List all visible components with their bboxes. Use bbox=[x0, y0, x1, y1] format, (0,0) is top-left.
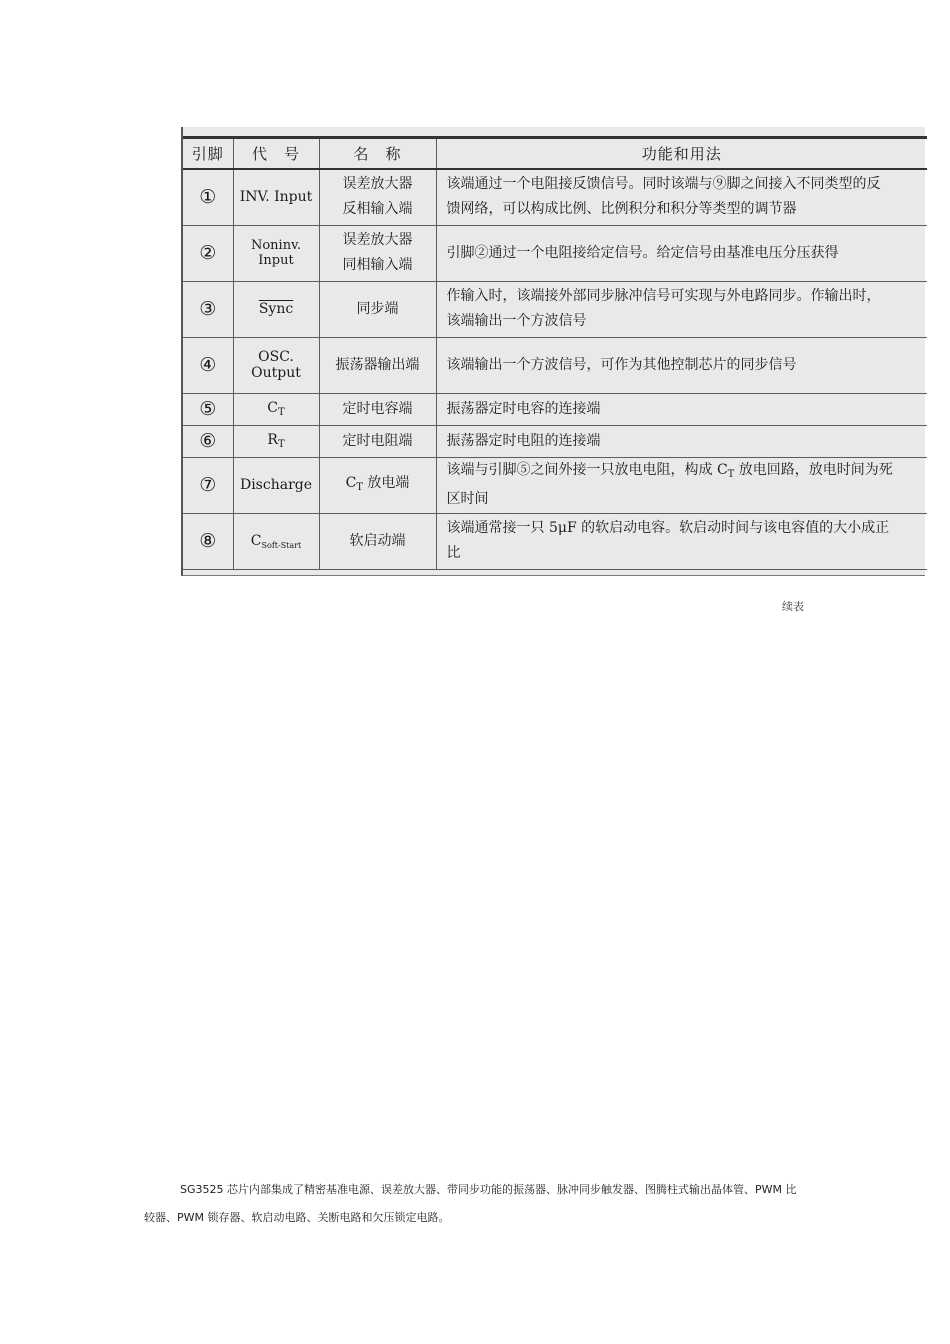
table-row bbox=[183, 169, 927, 225]
code-subscript: T bbox=[278, 407, 285, 418]
pin-function bbox=[436, 425, 927, 457]
function-text: 该端与引脚⑤之间外接一只放电电阻，构成 C bbox=[446, 462, 728, 478]
function-line: 区时间 bbox=[446, 491, 489, 507]
table-row bbox=[183, 225, 927, 281]
pin-function bbox=[436, 513, 927, 569]
header-name: 名 称 bbox=[319, 138, 436, 170]
header-function: 功能和用法 bbox=[436, 138, 927, 170]
paragraph-line: SG3525 芯片内部集成了精密基准电源、误差放大器、带同步功能的振荡器、脉冲同步触发器、图腾柱式输出晶体管、PWM 比 bbox=[180, 1183, 797, 1196]
function-line: 该端输出一个方波信号，可作为其他控制芯片的同步信号 bbox=[446, 356, 797, 373]
name-line: 定时电容端 bbox=[342, 400, 413, 417]
pin-code: INV. Input bbox=[233, 169, 319, 225]
pin-number: ④ bbox=[183, 337, 233, 393]
pin-code bbox=[233, 393, 319, 425]
name-line: 误差放大器 bbox=[342, 232, 413, 248]
pin-function-table-image bbox=[181, 127, 925, 576]
pin-code: Noninv. Input bbox=[233, 225, 319, 281]
pin-number: ② bbox=[183, 225, 233, 281]
code-subscript: T bbox=[277, 439, 285, 450]
pin-function bbox=[436, 225, 927, 281]
function-line: 振荡器定时电阻的连接端 bbox=[446, 432, 601, 449]
name-line: 软启动端 bbox=[349, 532, 406, 549]
pin-code bbox=[233, 281, 319, 337]
pin-code bbox=[233, 513, 319, 569]
table-row bbox=[183, 393, 927, 425]
pin-name bbox=[319, 425, 436, 457]
name-line: 同相输入端 bbox=[342, 257, 413, 273]
function-subscript: T bbox=[727, 469, 735, 480]
function-text: 放电回路，放电时间为死 bbox=[734, 462, 893, 478]
code-subscript: Soft-Start bbox=[261, 540, 302, 550]
pin-name bbox=[319, 281, 436, 337]
code-main: C bbox=[250, 532, 262, 549]
table-row bbox=[183, 457, 927, 513]
pin-function bbox=[436, 281, 927, 337]
table-row bbox=[183, 337, 927, 393]
function-line: 振荡器定时电容的连接端 bbox=[446, 400, 601, 417]
pin-name bbox=[319, 457, 436, 513]
table-row bbox=[183, 425, 927, 457]
function-line: 作输入时，该端接外部同步脉冲信号可实现与外电路同步。作输出时， bbox=[446, 288, 881, 304]
name-line: 定时电阻端 bbox=[342, 432, 413, 449]
pin-name bbox=[319, 169, 436, 225]
pin-function bbox=[436, 169, 927, 225]
name-line: 误差放大器 bbox=[342, 176, 413, 193]
name-line: 同步端 bbox=[356, 300, 399, 317]
function-line bbox=[447, 458, 920, 487]
pin-name bbox=[319, 225, 436, 281]
name-subscript: T bbox=[356, 481, 363, 493]
pin-name bbox=[319, 393, 436, 425]
header-pin: 引脚 bbox=[183, 138, 233, 170]
name-main: C bbox=[345, 474, 357, 491]
pin-function bbox=[436, 337, 927, 393]
pin-code: OSC. Output bbox=[233, 337, 319, 393]
body-paragraph bbox=[144, 1176, 824, 1232]
pin-number: ① bbox=[183, 169, 233, 225]
pin-name bbox=[319, 337, 436, 393]
name-suffix: 放电端 bbox=[362, 474, 410, 491]
function-line: 该端通过一个电阻接反馈信号。同时该端与⑨脚之间接入不同类型的反 bbox=[446, 176, 881, 193]
pin-number: ⑥ bbox=[183, 425, 233, 457]
continued-label: 续表 bbox=[782, 600, 804, 613]
pin-function-table bbox=[183, 136, 927, 570]
code-main: R bbox=[267, 432, 278, 448]
paragraph-line: 较器、PWM 锁存器、软启动电路、关断电路和欠压锁定电路。 bbox=[144, 1211, 450, 1224]
pin-number: ⑦ bbox=[183, 457, 233, 513]
function-line: 该端通常接一只 5μF 的软启动电容。软启动时间与该电容值的大小成正 bbox=[446, 520, 890, 536]
function-line: 引脚②通过一个电阻接给定信号。给定信号由基准电压分压获得 bbox=[446, 244, 839, 261]
pin-code bbox=[233, 425, 319, 457]
table-row bbox=[183, 281, 927, 337]
pin-number: ③ bbox=[183, 281, 233, 337]
name-line: 反相输入端 bbox=[342, 201, 413, 218]
pin-function bbox=[436, 393, 927, 425]
table-header-row bbox=[183, 138, 927, 170]
pin-name bbox=[319, 513, 436, 569]
pin-function bbox=[436, 457, 927, 513]
pin-code: Discharge bbox=[233, 457, 319, 513]
code-main: C bbox=[267, 400, 279, 416]
sync-overline-label: Sync bbox=[258, 301, 294, 317]
pin-number: ⑤ bbox=[183, 393, 233, 425]
header-code: 代 号 bbox=[233, 138, 319, 170]
table-row bbox=[183, 513, 927, 569]
pin-number: ⑧ bbox=[183, 513, 233, 569]
function-line: 该端输出一个方波信号 bbox=[446, 313, 587, 329]
function-line: 比 bbox=[446, 545, 461, 561]
name-line: 振荡器输出端 bbox=[335, 356, 420, 373]
function-line: 馈网络，可以构成比例、比例积分和积分等类型的调节器 bbox=[446, 201, 797, 218]
